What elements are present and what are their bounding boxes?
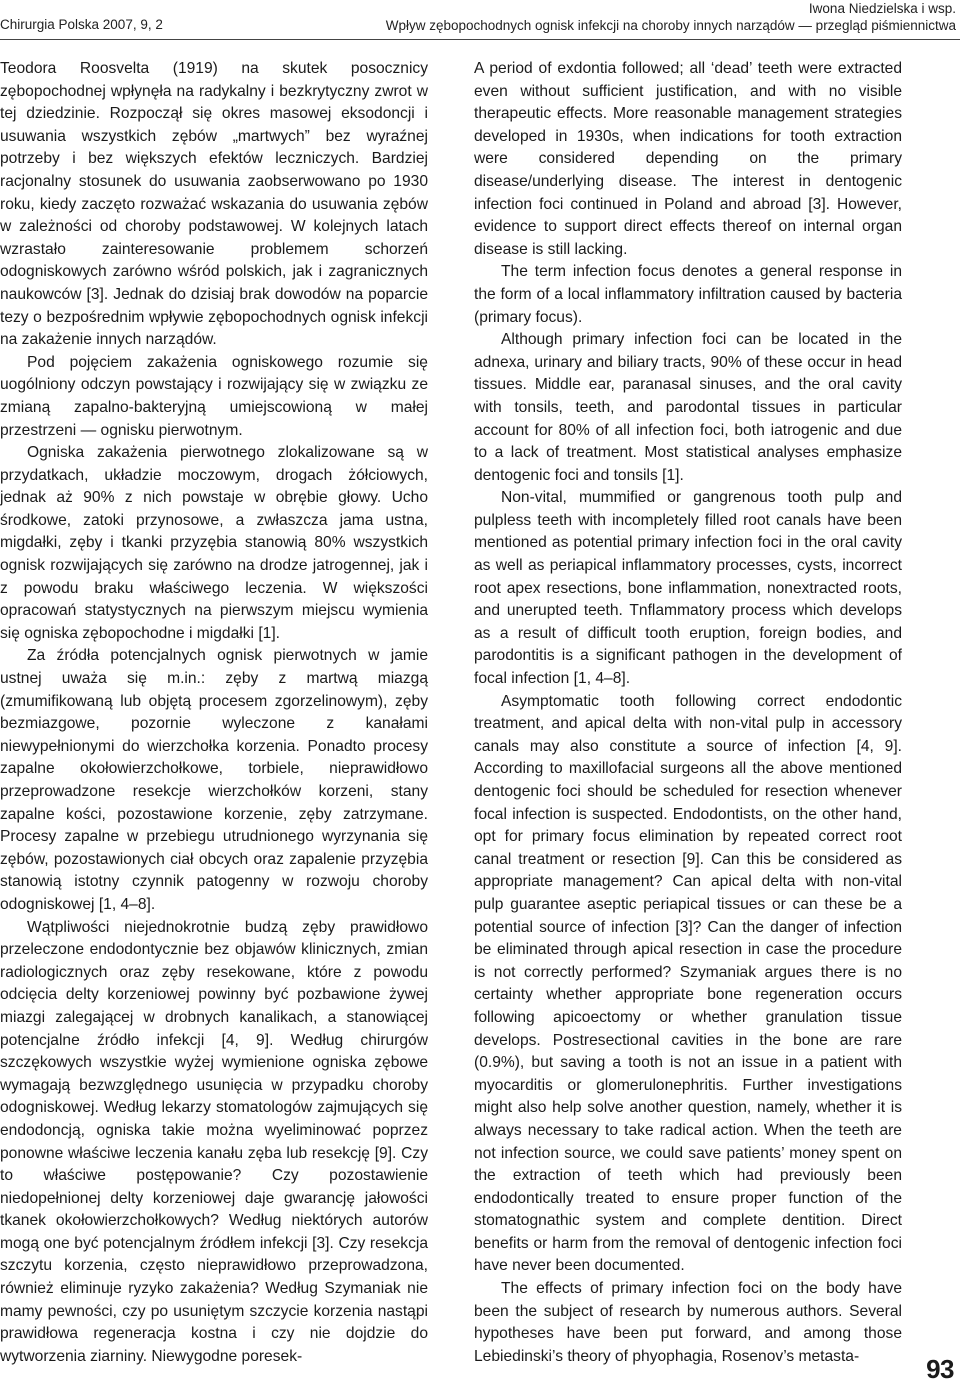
right-column-english: [474, 58, 902, 1368]
header-rule: [0, 39, 960, 40]
paragraph: A period of exdontia followed; all ‘dead’ teeth were extracted even without sufficient justification, and with no visible therapeutic effects. More reasonable management strategies developed in 1930s, when indications for tooth extraction were considered depending on the primary disease/underlying disease. The interest in dentogenic infection foci continued in Poland and abroad [3]. However, evidence to support direct effects thereof on internal organ disease is still lacking.: [474, 60, 902, 258]
paragraph: Pod pojęciem zakażenia ogniskowego rozumie się uogólniony odczyn powstający i rozwijający się w związku ze zmianą zapalno-bakteryjną umiejscowioną w małej przestrzeni — ognisku pierwotnym.: [0, 353, 428, 439]
paragraph: Ogniska zakażenia pierwotnego zlokalizowane są w przydatkach, układzie moczowym, drogach żółciowych, jednak aż 90% z nich powstaje w obrębie głowy. Ucho środkowe, zatoki przynosowe, a zwłaszcza jama ustna, migdałki, zęby i tkanki przyzębia stanowią 80% wszystkich ognisk rozwijających się zarówno na drodze jatrogennej, jak i z powodu braku właściwego leczenia. W większości opracowań statystycznych na pierwszym miejscu wymienia się ogniska zębopochodne i migdałki [1].: [0, 444, 428, 642]
paragraph: Wątpliwości niejednokrotnie budzą zęby prawidłowo przeleczone endodontycznie bez objawów klinicznych, zmian radiologicznych oraz zęby resekowane, które z powodu odcięcia delty korzeniowej powinny być pozbawione żywej miazgi zalegającej w drobnych kanalikach, a stanowiącej potencjalne źródło infekcji [4, 9]. Według chirurgów szczękowych wszystkie wyżej wymienione ogniska zębowe wymagają bezwzględnego usunięcia w przypadku choroby odogniskowej. Według lekarzy stomatologów zajmujących się endodoncją, ogniska takie można wyeliminować poprzez ponowne właściwe leczenia kanału zęba lub resekcję [9]. Czy to właściwe postępowanie? Czy pozostawienie niedopełnionej delty korzeniowej daje gwarancję jałowości tkanek okołowierzchołkowych? Według niektórych autorów mogą one być potencjalnym źródłem infekcji [3]. Czy resekcja szczytu korzenia, często nieprawidłowo przeprowadzona, również eliminuje ryzyko zakażenia? Według Szymaniak nie mamy pewności, czy po usuniętym szczycie korzenia nastąpi prawidłowa regeneracja kostna i czy nie dojdzie do wytworzenia ziarniny. Niewygodne poresek-: [0, 918, 428, 1365]
left-column-polish: [0, 58, 428, 1368]
page-number: 93: [926, 1354, 954, 1384]
running-header-author: Iwona Niedzielska i wsp.: [808, 1, 956, 16]
paragraph: Za źródła potencjalnych ognisk pierwotnych w jamie ustnej uważa się m.in.: zęby z martwą miazgą (zmumifikowaną lub objętą procesem zgorzelinowym), zęby bezmiazgowe, pozornie wyleczone z kanałami niewypełnionymi do wierzchołka korzenia. Ponadto procesy zapalne okołowierzchołkowe, torbiele, nieprawidłowo przeprowadzone resekcje wierzchołków korzeni, stany zapalne kości, pozostawione korzenie, zęby zatrzymane. Procesy zapalne w przebiegu utrudnionego wyrzynania się zębów, pozostawionych ciał obcych oraz zapalenie przyzębia stanowią istotny czynnik patogenny w rozwoju choroby odogniskowej [1, 4–8].: [0, 647, 428, 913]
paragraph: Non-vital, mummified or gangrenous tooth pulp and pulpless teeth with incompletely filled root canals have been mentioned as potential primary infection foci in the oral cavity as well as periapical inflammatory processes, cysts, incorrect root apex resections, bone inflammation, nonextracted roots, and unerupted teeth. Tnflammatory process which develops as a result of difficult tooth eruption, foreign bodies, and parodontitis is a significant pathogen in the development of focal infection [1, 4–8].: [474, 489, 902, 688]
running-header: [386, 0, 956, 34]
paragraph: Teodora Roosvelta (1919) na skutek posocznicy zębopochodnej wpłynęła na radykalny i bezkrytyczny zwrot w tej dziedzinie. Rozpoczął się okres masowej eksodoncji i usuwania wszystkich zębów „martwych” bez wyraźnej potrzeby i bez większych efektów leczniczych. Bardziej racjonalny stosunek do usuwania zaobserwowano po 1930 roku, kiedy zaczęto rozważać wskazania do usuwania zębów w zależności od choroby podstawowej. W kolejnych latach wzrastało zainteresowanie problemem schorzeń odogniskowych zarówno wśród polskich, jak i zagranicznych naukowców [3]. Jednak do dzisiaj brak dowodów na poparcie tezy o bezpośrednim wpływie zębopochodnych ognisk infekcji na zakażenie innych narządów.: [0, 60, 428, 349]
paragraph: The term infection focus denotes a general response in the form of a local inflammatory infiltration caused by bacteria (primary focus).: [474, 263, 902, 326]
paragraph: Asymptomatic tooth following correct endodontic treatment, and apical delta with non-vital pulp in accessory canals may also constitute a source of infection [4, 9]. According to maxillofacial surgeons all the above mentioned dentogenic foci should be scheduled for resection whenever focal infection is suspected. Endodontists, on the other hand, opt for primary focus elimination by repeated correct root canal treatment or resection [9]. Can this be considered as appropriate management? Can apical delta with non-vital pulp guarantee aseptic periapical tissues or can these be a potential source of infection [3]? Can the danger of infection be eliminated through apical resection in case the procedure is not correctly performed? Szymaniak argues there is no certainty whether appropriate bone regeneration occurs following apicoectomy or whether granulation tissue develops. Postresectional cavities in the bone are rare (0.9%), but saving a tooth is not an issue in a patient with myocarditis or glomerulonephritis. Further investigations might also help solve another question, namely, whether it is always necessary to take radical action. When the teeth are not infection source, we could save patients’ money spent on the extraction of teeth which had previously been endodontically treated to ensure proper function of the stomatognathic system and complete dentition. Direct benefits or harm from the removal of dentogenic infection foci have never been documented.: [474, 692, 902, 1275]
paragraph: Although primary infection foci can be located in the adnexa, urinary and biliary tracts, 90% of these occur in head tissues. Middle ear, paranasal sinuses, and the oral cavity with tonsils, teeth, and parodontal tissues in particular account for 80% of all infection foci, both iatrogenic and due to a lack of treatment. Most statistical analyses emphasize dentogenic foci and tonsils [1].: [474, 331, 902, 484]
journal-citation: Chirurgia Polska 2007, 9, 2: [0, 17, 163, 32]
running-header-title: Wpływ zębopochodnych ognisk infekcji na choroby innych narządów — przegląd piśmiennictwa: [385, 18, 956, 33]
paragraph: The effects of primary infection foci on the body have been the subject of research by numerous authors. Several hypotheses have been put forward, and among those Lebiedinski’s theory of phyophagia, Rosenov’s metasta-: [474, 1280, 902, 1365]
